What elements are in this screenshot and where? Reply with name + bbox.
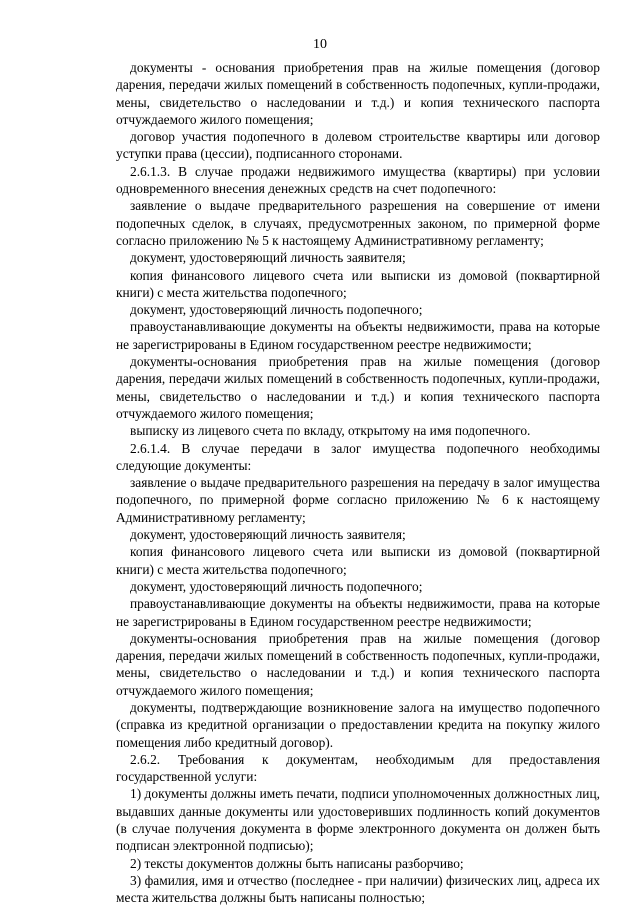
section-paragraph: 2.6.1.4. В случае передачи в залог имущества подопечного необходимы следующие документы: <box>116 440 600 473</box>
paragraph: документ, удостоверяющий личность подопечного; <box>130 302 423 318</box>
paragraph: заявление о выдаче предварительного разрешения на передачу в залог имущества подопечного, по примерной форме согласно приложению № 6 к настоящему Административному регламенту; <box>116 475 600 525</box>
paragraph: документ, удостоверяющий личность заявителя; <box>130 527 406 543</box>
document-body <box>116 59 600 907</box>
paragraph: документ, удостоверяющий личность подопечного; <box>130 578 423 594</box>
paragraph: документы-основания приобретения прав на жилые помещения (договор дарения, передачи жилых помещений в собственность подопечных, купли-продажи, мены, свидетельство о наследовании и т.д.) и копия технического паспорта отчуждаемого жилого помещения; <box>116 630 600 698</box>
paragraph: документы, подтверждающие возникновение залога на имущество подопечного (справка из кредитной организации о предоставлении кредита на покупку жилого помещения либо кредитный договор). <box>116 699 600 750</box>
paragraph: копия финансового лицевого счета или выписки из домовой (поквартирной книги) с места жительства подопечного; <box>116 544 600 577</box>
section-paragraph: 2.6.2. Требования к документам, необходимым для предоставления государственной услуги: <box>116 751 600 785</box>
paragraph: документ, удостоверяющий личность заявителя; <box>130 250 406 266</box>
paragraph: документы - основания приобретения прав на жилые помещения (договор дарения, передачи жилых помещений в собственность подопечных, купли-продажи, мены, свидетельство о наследовании и т.д.) и копия технического паспорта отчуждаемого жилого помещения; <box>116 60 600 127</box>
list-item: 1) документы должны иметь печати, подписи уполномоченных должностных лиц, выдавших данные документы или удостоверивших подлинность копий документов (в случае получения документа в форме электронного документа он должен быть подписан электронной подписью); <box>116 786 600 854</box>
page-number: 10 <box>313 37 327 52</box>
paragraph: копия финансового лицевого счета или выписки из домовой (поквартирной книги) с места жительства подопечного; <box>116 267 600 300</box>
paragraph: правоустанавливающие документы на объекты недвижимости, права на которые не зарегистрированы в Едином государственном реестре недвижимости; <box>116 596 600 629</box>
paragraph: выписку из лицевого счета по вкладу, открытому на имя подопечного. <box>130 423 531 439</box>
paragraph: правоустанавливающие документы на объекты недвижимости, права на которые не зарегистрированы в Едином государственном реестре недвижимости; <box>116 319 600 352</box>
section-paragraph: 2.6.1.3. В случае продажи недвижимого имущества (квартиры) при условии одновременного внесения денежных средств на счет подопечного: <box>116 163 600 197</box>
list-item: 3) фамилия, имя и отчество (последнее - при наличии) физических лиц, адреса их места жительства должны быть написаны полностью; <box>116 872 600 906</box>
list-item: 2) тексты документов должны быть написаны разборчиво; <box>130 855 464 871</box>
paragraph: договор участия подопечного в долевом строительстве квартиры или договор уступки права (цессии), подписанного сторонами. <box>116 129 600 162</box>
paragraph: документы-основания приобретения прав на жилые помещения (договор дарения, передачи жилых помещений в собственность подопечных, купли-продажи, мены, свидетельство о наследовании и т.д.) и копия технического паспорта отчуждаемого жилого помещения; <box>116 354 600 421</box>
paragraph: заявление о выдаче предварительного разрешения на совершение от имени подопечных сделок, в случаях, предусмотренных законом, по примерной форме согласно приложению № 5 к настоящему Административному регламенту; <box>116 198 600 248</box>
